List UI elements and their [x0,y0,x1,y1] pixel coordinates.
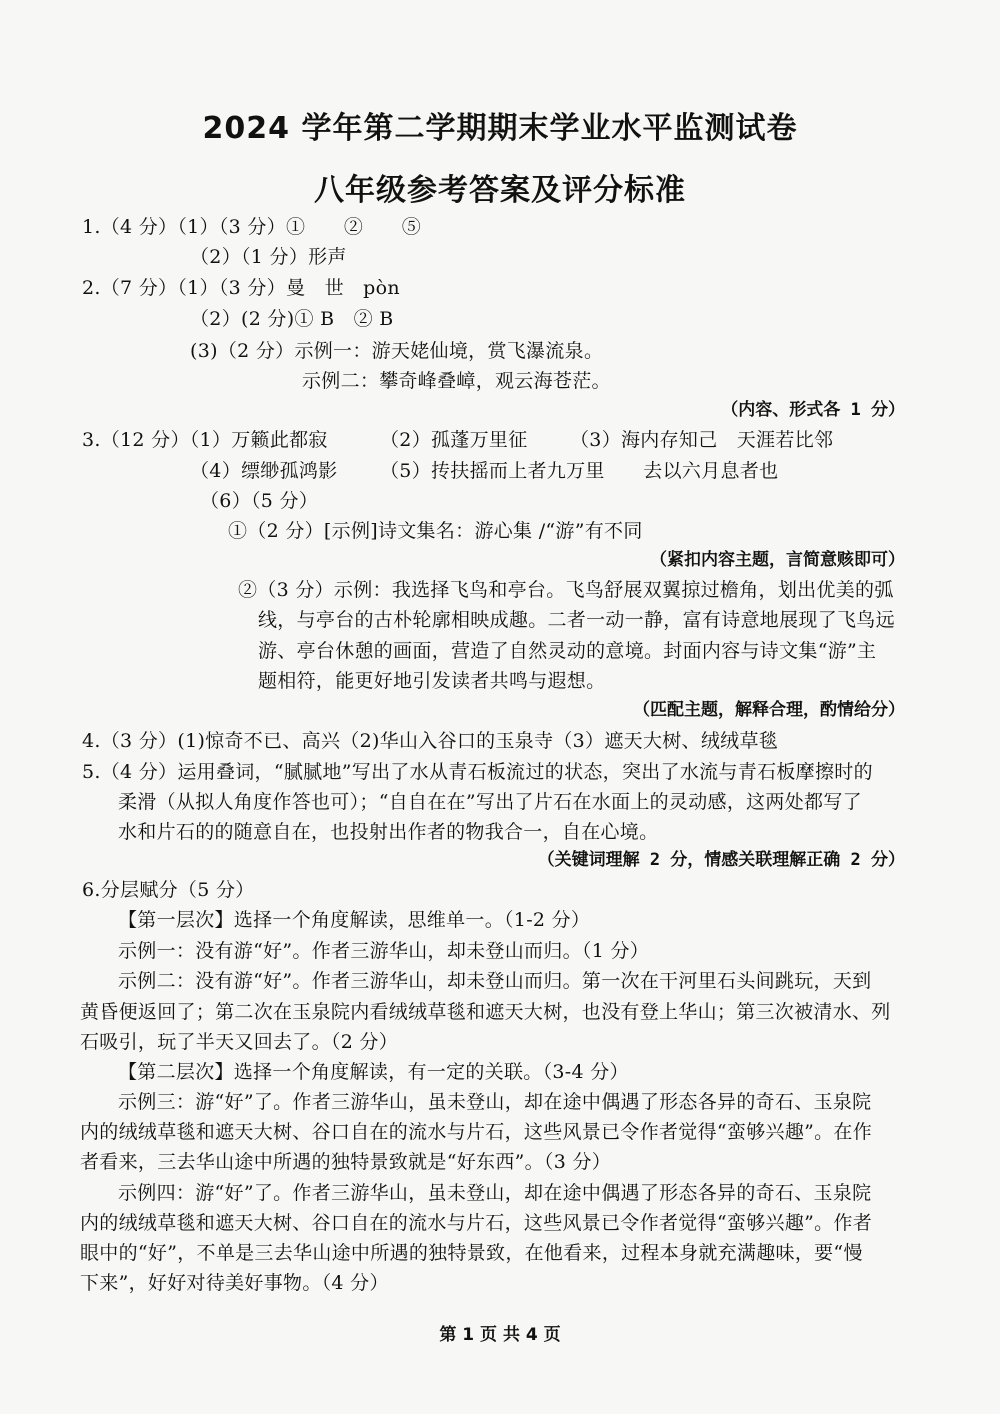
q3-line-3: （6）（5 分） [200,490,319,512]
q3-sub-1: ①（2 分）[示例]诗文集名：游心集 /“游”有不同 [228,520,643,542]
q3-line-2a: （4）缥缈孤鸿影 [190,460,338,482]
page-subtitle: 八年级参考答案及评分标准 [314,173,686,208]
q6-example-4-line-1: 示例四：游“好”了。作者三游华山，虽未登山，却在途中偶遇了形态各异的奇石、玉泉院 [118,1182,872,1204]
q2-line-3: (3)（2 分）示例一：游天姥仙境，赏飞瀑流泉。 [190,340,604,362]
q2-line-4: 示例二：攀奇峰叠嶂，观云海苍茫。 [302,370,611,392]
q6-example-4-line-3: 眼中的“好”，不单是三去华山途中所遇的独特景致，在他看来，过程本身就充满趣味，要“慢 [80,1242,863,1264]
q6-example-4-line-2: 内的绒绒草毯和遮天大树、谷口自在的流水与片石，这些风景已令作者觉得“蛮够兴趣”。作者 [80,1212,873,1234]
q6-example-2-line-1: 示例二：没有游“好”。作者三游华山，却未登山而归。第一次在干河里石头间跳玩，天到 [118,970,872,992]
q3-line-1b: （2）孤蓬万里征 [380,429,528,451]
q3-note-1: （紧扣内容主题，言简意赅即可） [650,550,905,570]
q2-score-note: （内容、形式各 1 分） [721,400,905,420]
q6-level-2: 【第二层次】选择一个角度解读，有一定的关联。（3-4 分） [118,1061,629,1083]
q3-note-2: （匹配主题，解释合理，酌情给分） [633,700,905,720]
page-number: 第 1 页 共 4 页 [439,1325,561,1345]
q1-line-2: （2）（1 分）形声 [190,246,347,268]
q6-example-3-line-3: 者看来，三去华山途中所遇的独特景致就是“好东西”。（3 分） [80,1151,612,1173]
q1-line-1: 1.（4 分）（1）（3 分）① ② ⑤ [82,216,422,238]
q6-example-3-line-1: 示例三：游“好”了。作者三游华山，虽未登山，却在途中偶遇了形态各异的奇石、玉泉院 [118,1091,872,1113]
page-title: 2024 学年第二学期期末学业水平监测试卷 [202,111,798,146]
q3-sub-2-line-2: 线，与亭台的古朴轮廓相映成趣。二者一动一静，富有诗意地展现了飞鸟远 [258,609,895,631]
q6-example-3-line-2: 内的绒绒草毯和遮天大树、谷口自在的流水与片石，这些风景已令作者觉得“蛮够兴趣”。在作 [80,1121,873,1143]
q6-line-1: 6.分层赋分（5 分） [82,879,255,901]
q6-example-1: 示例一：没有游“好”。作者三游华山，却未登山而归。（1 分） [118,940,650,962]
q3-sub-2-line-1: ②（3 分）示例：我选择飞鸟和亭台。飞鸟舒展双翼掠过檐角，划出优美的弧 [238,579,894,601]
q3-line-2b: （5）抟扶摇而上者九万里 去以六月息者也 [380,460,779,482]
q5-line-1: 5.（4 分）运用叠词，“腻腻地”写出了水从青石板流过的状态，突出了水流与青石板摩擦时的 [82,761,873,783]
q5-line-3: 水和片石的的随意自在，也投射出作者的物我合一，自在心境。 [118,821,659,843]
q4-line-1: 4.（3 分）(1)惊奇不已、高兴（2)华山入谷口的玉泉寺（3）遮天大树、绒绒草毯 [82,730,779,752]
q3-line-1c: （3）海内存知己 天涯若比邻 [570,429,834,451]
q5-score-note: （关键词理解 2 分，情感关联理解正确 2 分） [537,850,905,870]
q3-sub-2-line-4: 题相符，能更好地引发读者共鸣与遐想。 [258,670,606,692]
q5-line-2: 柔滑（从拟人角度作答也可）；“自自在在”写出了片石在水面上的灵动感，这两处都写了 [118,791,862,813]
q3-sub-2-line-3: 游、亭台休憩的画面，营造了自然灵动的意境。封面内容与诗文集“游”主 [258,640,877,662]
q6-level-1: 【第一层次】选择一个角度解读，思维单一。（1-2 分） [118,909,591,931]
q2-line-1: 2.（7 分）（1）（3 分）曼 世 pòn [82,277,400,299]
q6-example-2-line-2: 黄昏便返回了；第二次在玉泉院内看绒绒草毯和遮天大树，也没有登上华山；第三次被清水、列 [80,1001,891,1023]
q6-example-2-line-3: 石吸引，玩了半天又回去了。（2 分） [80,1031,399,1053]
q6-example-4-line-4: 下来”，好好对待美好事物。（4 分） [80,1272,389,1294]
q2-line-2: （2）(2 分)① B ② B [190,308,394,330]
q3-line-1a: 3.（12 分）（1）万籁此都寂 [82,429,328,451]
